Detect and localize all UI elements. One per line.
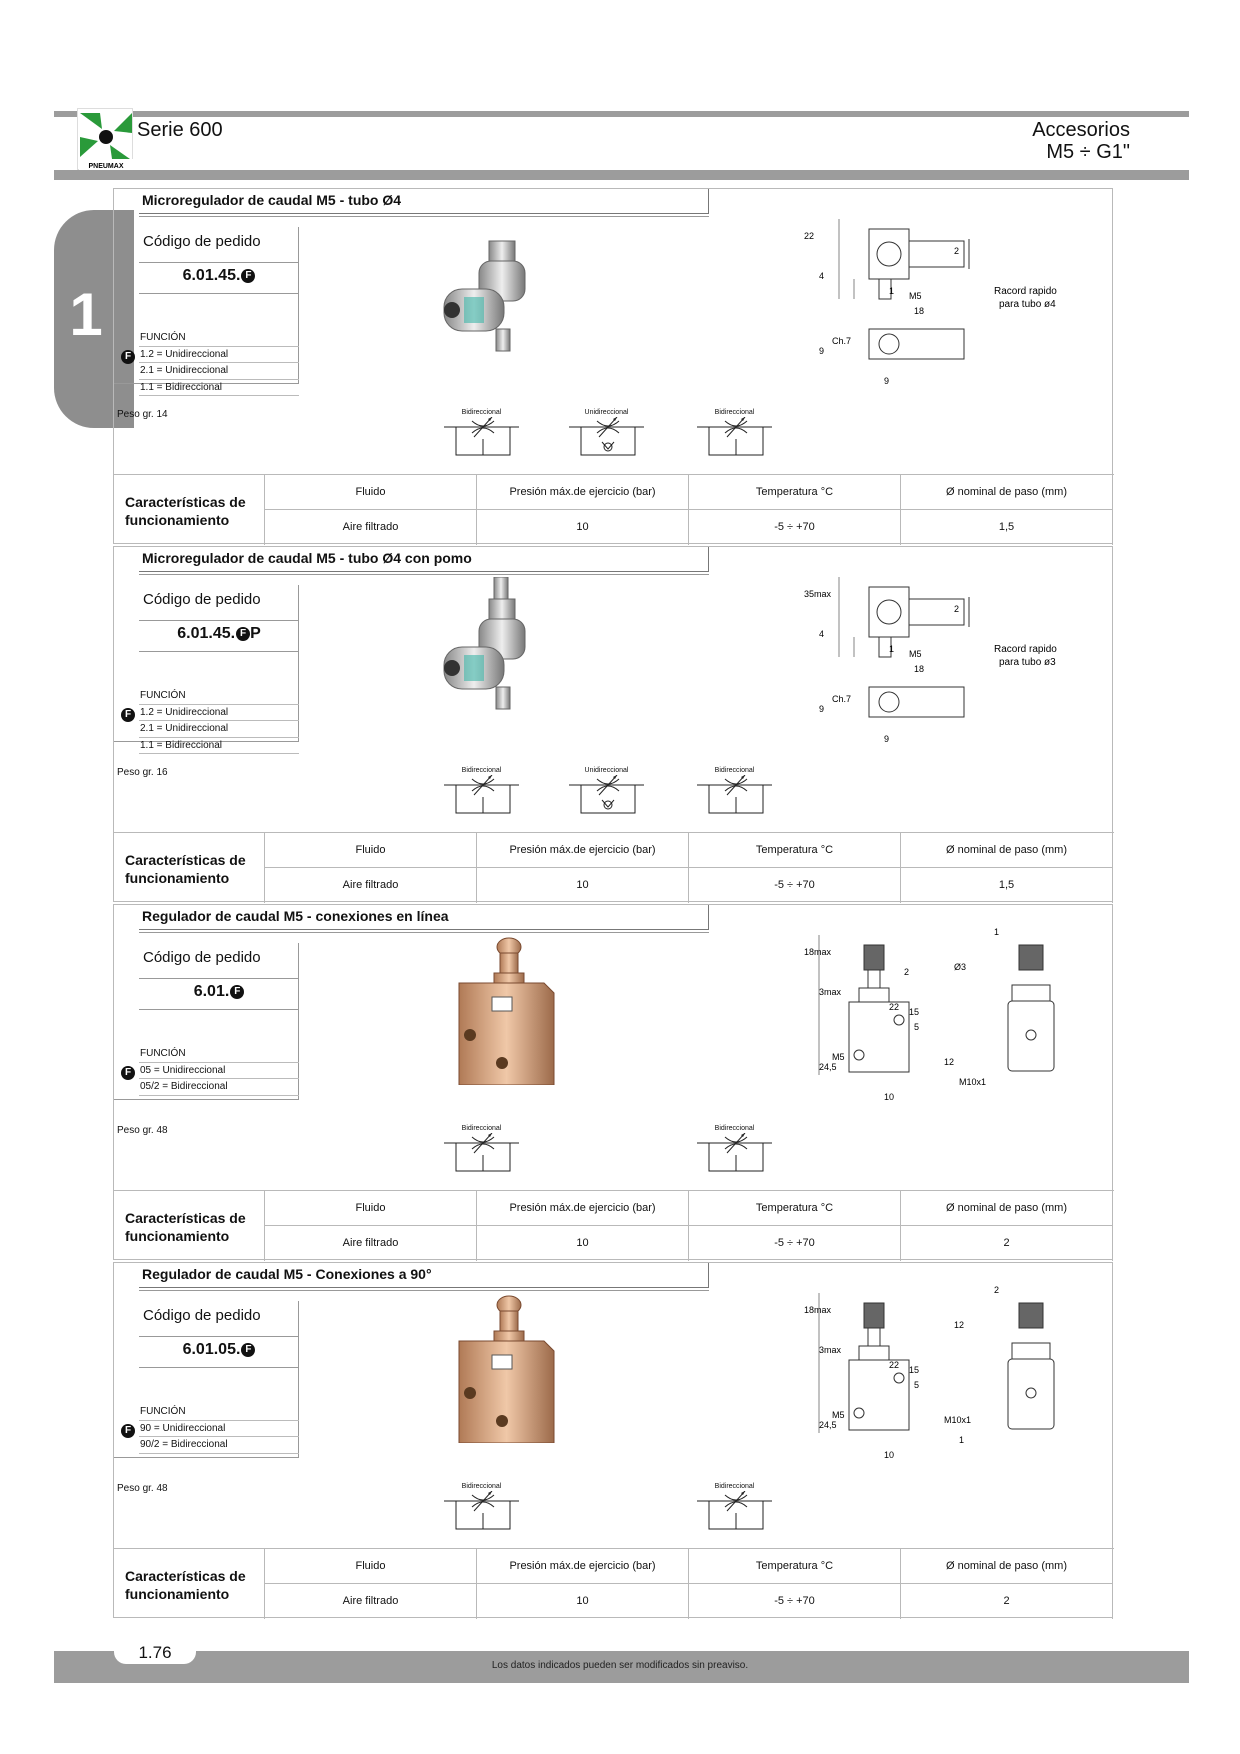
table-header-cell: Presión máx.de ejercicio (bar) — [477, 1549, 689, 1584]
dimension-label: Ø3 — [954, 962, 967, 972]
dimension-label: 22 — [889, 1360, 900, 1370]
dimension-label: M5 — [832, 1410, 845, 1420]
regulator-block-photo-icon — [434, 935, 584, 1085]
function-badge-icon: F — [121, 708, 135, 722]
product-section — [113, 188, 1113, 544]
table-header-cell: Presión máx.de ejercicio (bar) — [477, 475, 689, 510]
symbol-label: Bidireccional — [714, 1125, 755, 1132]
function-badge-icon: F — [236, 627, 250, 641]
characteristics-table — [114, 832, 1114, 903]
technical-drawing — [794, 557, 1104, 757]
table-value-cell: 10 — [477, 1584, 689, 1619]
table-value-cell: -5 ÷ +70 — [689, 510, 901, 545]
dimension-label: 9 — [884, 376, 890, 386]
function-row: 1.1 = Bidireccional — [139, 738, 299, 755]
order-code — [139, 978, 299, 1010]
order-code — [139, 620, 299, 652]
category-title — [1032, 119, 1130, 163]
header-bottom-rule — [54, 170, 1189, 180]
section-title: Microregulador de caudal M5 - tubo Ø4 con pomo — [139, 547, 709, 572]
dimension-label: 12 — [954, 1320, 965, 1330]
order-code-suffix: P — [250, 625, 261, 642]
dimension-label: 9 — [819, 346, 825, 356]
dimension-label: 12 — [944, 1057, 955, 1067]
flow-symbol — [444, 767, 519, 822]
symbol-label: Bidireccional — [461, 409, 502, 416]
function-row: 1.2 = Unidireccional — [139, 347, 299, 364]
dimension-label: 15 — [909, 1365, 920, 1375]
function-list — [139, 688, 299, 754]
dimension-label: 18 — [914, 664, 925, 674]
characteristics-table — [114, 1190, 1114, 1261]
section-title: Microregulador de caudal M5 - tubo Ø4 — [139, 189, 709, 214]
dimension-label: 10 — [884, 1092, 895, 1102]
brand-logo — [77, 108, 133, 170]
product-section — [113, 1262, 1113, 1618]
dimension-drawing-icon — [794, 915, 1104, 1115]
product-photo — [434, 1293, 584, 1443]
table-value-cell: 10 — [477, 868, 689, 903]
function-list — [139, 1404, 299, 1454]
series-title: Serie 600 — [137, 119, 223, 141]
dimension-label: M5 — [909, 649, 922, 659]
product-photo — [434, 219, 584, 369]
flow-regulator-symbol-icon — [444, 1491, 519, 1536]
characteristics-label-line: funcionamiento — [125, 870, 230, 886]
function-row: FUNCIÓN — [139, 688, 299, 705]
weight-label: Peso gr. 16 — [117, 767, 168, 778]
characteristics-label — [114, 833, 265, 903]
table-value-cell: 2 — [901, 1584, 1113, 1619]
pneumax-logo-icon — [78, 109, 134, 171]
order-code-text: 6.01.45. — [182, 267, 241, 284]
table-value-cell: 1,5 — [901, 510, 1113, 545]
dimension-label: 3max — [819, 1345, 842, 1355]
table-header-cell: Ø nominal de paso (mm) — [901, 1549, 1113, 1584]
order-code-text: 6.01.05. — [182, 1341, 241, 1358]
function-badge-icon: F — [121, 1424, 135, 1438]
dimension-label: 1 — [959, 1435, 965, 1445]
dimension-label: 15 — [909, 1007, 920, 1017]
flow-regulator-symbol-icon — [569, 775, 644, 820]
symbol-label: Unidireccional — [584, 767, 629, 774]
table-value-cell: -5 ÷ +70 — [689, 868, 901, 903]
dimension-label: 2 — [954, 604, 960, 614]
drawing-note: para tubo ø4 — [999, 299, 1056, 310]
order-label: Código de pedido — [143, 233, 261, 250]
function-row: FUNCIÓN — [139, 1404, 299, 1421]
flow-symbol — [697, 409, 772, 464]
dimension-label: 5 — [914, 1380, 920, 1390]
flow-symbols — [114, 767, 814, 822]
weight-label: Peso gr. 48 — [117, 1483, 168, 1494]
table-value-cell: 2 — [901, 1226, 1113, 1261]
table-header-row — [265, 475, 1113, 510]
table-value-cell: -5 ÷ +70 — [689, 1584, 901, 1619]
table-header-cell: Presión máx.de ejercicio (bar) — [477, 833, 689, 868]
dimension-label: M10x1 — [944, 1415, 972, 1425]
symbol-label: Bidireccional — [714, 409, 755, 416]
symbol-label: Bidireccional — [461, 767, 502, 774]
characteristics-label-line: Características de — [125, 494, 246, 510]
table-header-cell: Ø nominal de paso (mm) — [901, 475, 1113, 510]
order-code-text: 6.01.45. — [177, 625, 236, 642]
drawing-note: Racord rapido — [994, 644, 1057, 655]
flow-symbols — [114, 1483, 814, 1538]
characteristics-label-line: Características de — [125, 1568, 246, 1584]
flow-regulator-symbol-icon — [569, 417, 644, 462]
order-box — [114, 943, 299, 1100]
header-top-rule — [54, 111, 1189, 117]
table-header-cell: Presión máx.de ejercicio (bar) — [477, 1191, 689, 1226]
table-header-cell: Ø nominal de paso (mm) — [901, 833, 1113, 868]
table-header-cell: Fluido — [265, 833, 477, 868]
regulator-photo-icon — [434, 219, 584, 369]
order-code-text: 6.01. — [193, 983, 230, 1000]
order-label: Código de pedido — [143, 949, 261, 966]
regulator-photo-icon — [434, 577, 584, 727]
product-photo — [434, 935, 584, 1085]
symbol-label: Bidireccional — [461, 1125, 502, 1132]
characteristics-label-line: funcionamiento — [125, 1228, 230, 1244]
dimension-label: M10x1 — [959, 1077, 987, 1087]
table-value-cell: Aire filtrado — [265, 868, 477, 903]
dimension-label: 1 — [994, 927, 1000, 937]
product-photo — [434, 577, 584, 727]
function-row: FUNCIÓN — [139, 330, 299, 347]
section-title: Regulador de caudal M5 - Conexiones a 90° — [139, 1263, 709, 1288]
characteristics-grid — [265, 475, 1113, 545]
dimension-label: 4 — [819, 271, 825, 281]
weight-label: Peso gr. 14 — [117, 409, 168, 420]
dimension-label: 5 — [914, 1022, 920, 1032]
table-value-cell: Aire filtrado — [265, 1584, 477, 1619]
order-code — [139, 262, 299, 294]
characteristics-label — [114, 475, 265, 545]
dimension-label: 24,5 — [819, 1420, 837, 1430]
flow-symbol — [444, 409, 519, 464]
characteristics-grid — [265, 1191, 1113, 1261]
drawing-note: Racord rapido — [994, 286, 1057, 297]
flow-regulator-symbol-icon — [697, 1491, 772, 1536]
table-value-row — [265, 1584, 1113, 1619]
dimension-label: 18max — [804, 1305, 832, 1315]
function-list — [139, 330, 299, 396]
function-row: 2.1 = Unidireccional — [139, 721, 299, 738]
dimension-label: 22 — [889, 1002, 900, 1012]
characteristics-label — [114, 1191, 265, 1261]
chapter-number: 1 — [69, 281, 103, 348]
flow-symbol — [569, 409, 644, 464]
dimension-label: 1 — [889, 644, 895, 654]
flow-regulator-symbol-icon — [697, 775, 772, 820]
table-value-row — [265, 868, 1113, 903]
function-row: 90/2 = Bidireccional — [139, 1437, 299, 1454]
symbol-label: Bidireccional — [461, 1483, 502, 1490]
characteristics-label-line: Características de — [125, 852, 246, 868]
flow-regulator-symbol-icon — [444, 775, 519, 820]
order-code — [139, 1336, 299, 1368]
product-section — [113, 904, 1113, 1260]
dimension-label: 9 — [819, 704, 825, 714]
dimension-label: M5 — [909, 291, 922, 301]
category-line-1: Accesorios — [1032, 119, 1130, 141]
function-row: 1.1 = Bidireccional — [139, 380, 299, 397]
regulator-block-photo-icon — [434, 1293, 584, 1443]
function-badge-icon: F — [230, 985, 244, 999]
characteristics-label-line: funcionamiento — [125, 512, 230, 528]
table-header-cell: Temperatura °C — [689, 1549, 901, 1584]
dimension-label: 18 — [914, 306, 925, 316]
table-header-cell: Fluido — [265, 1191, 477, 1226]
characteristics-table — [114, 474, 1114, 545]
table-header-cell: Temperatura °C — [689, 833, 901, 868]
function-badge-icon: F — [121, 1066, 135, 1080]
dimension-label: M5 — [832, 1052, 845, 1062]
flow-symbols — [114, 409, 814, 464]
flow-symbol — [569, 767, 644, 822]
dimension-label: 24,5 — [819, 1062, 837, 1072]
dimension-label: 2 — [954, 246, 960, 256]
flow-symbols — [114, 1125, 814, 1180]
table-value-cell: -5 ÷ +70 — [689, 1226, 901, 1261]
table-header-row — [265, 1191, 1113, 1226]
characteristics-table — [114, 1548, 1114, 1619]
dimension-label: 18max — [804, 947, 832, 957]
table-value-cell: Aire filtrado — [265, 510, 477, 545]
dimension-label: 9 — [884, 734, 890, 744]
technical-drawing — [794, 915, 1104, 1115]
section-title: Regulador de caudal M5 - conexiones en línea — [139, 905, 709, 930]
table-header-row — [265, 833, 1113, 868]
function-list — [139, 1046, 299, 1096]
dimension-label: 22 — [804, 231, 815, 241]
weight-label: Peso gr. 48 — [117, 1125, 168, 1136]
function-row: 05/2 = Bidireccional — [139, 1079, 299, 1096]
dimension-label: 2 — [904, 967, 910, 977]
characteristics-grid — [265, 833, 1113, 903]
flow-symbol — [697, 1125, 772, 1180]
flow-symbol — [444, 1125, 519, 1180]
order-box — [114, 1301, 299, 1458]
characteristics-grid — [265, 1549, 1113, 1619]
function-row: 1.2 = Unidireccional — [139, 705, 299, 722]
table-header-cell: Fluido — [265, 475, 477, 510]
function-row: 2.1 = Unidireccional — [139, 363, 299, 380]
table-value-row — [265, 510, 1113, 545]
table-value-cell: Aire filtrado — [265, 1226, 477, 1261]
dimension-label: 1 — [889, 286, 895, 296]
function-row: 05 = Unidireccional — [139, 1063, 299, 1080]
dimension-label: 2 — [994, 1285, 1000, 1295]
dimension-label: Ch.7 — [832, 336, 852, 346]
table-header-cell: Temperatura °C — [689, 1191, 901, 1226]
function-badge-icon: F — [121, 350, 135, 364]
function-row: FUNCIÓN — [139, 1046, 299, 1063]
flow-regulator-symbol-icon — [697, 417, 772, 462]
function-badge-icon: F — [241, 1343, 255, 1357]
flow-symbol — [444, 1483, 519, 1538]
flow-regulator-symbol-icon — [444, 1133, 519, 1178]
order-box — [114, 585, 299, 751]
flow-symbol — [697, 1483, 772, 1538]
function-badge-icon: F — [241, 269, 255, 283]
flow-regulator-symbol-icon — [697, 1133, 772, 1178]
characteristics-label-line: funcionamiento — [125, 1586, 230, 1602]
table-header-row — [265, 1549, 1113, 1584]
symbol-label: Bidireccional — [714, 767, 755, 774]
symbol-label: Unidireccional — [584, 409, 629, 416]
svg-text:PNEUMAX: PNEUMAX — [88, 163, 124, 170]
dimension-drawing-icon — [794, 1273, 1104, 1473]
dimension-label: 10 — [884, 1450, 895, 1460]
dimension-label: 35max — [804, 589, 832, 599]
table-value-cell: 10 — [477, 1226, 689, 1261]
page-number: 1.76 — [114, 1644, 196, 1664]
flow-symbol — [697, 767, 772, 822]
category-line-2: M5 ÷ G1" — [1046, 141, 1130, 163]
characteristics-label — [114, 1549, 265, 1619]
table-value-cell: 10 — [477, 510, 689, 545]
technical-drawing — [794, 199, 1104, 399]
dimension-drawing-icon — [794, 199, 1104, 399]
footer-note: Los datos indicados pueden ser modificados sin preaviso. — [491, 1660, 749, 1671]
dimension-label: 3max — [819, 987, 842, 997]
order-box — [114, 227, 299, 393]
symbol-label: Bidireccional — [714, 1483, 755, 1490]
table-header-cell: Fluido — [265, 1549, 477, 1584]
table-header-cell: Ø nominal de paso (mm) — [901, 1191, 1113, 1226]
order-label: Código de pedido — [143, 1307, 261, 1324]
characteristics-label-line: Características de — [125, 1210, 246, 1226]
dimension-label: Ch.7 — [832, 694, 852, 704]
table-value-cell: 1,5 — [901, 868, 1113, 903]
function-row: 90 = Unidireccional — [139, 1421, 299, 1438]
dimension-label: 4 — [819, 629, 825, 639]
dimension-drawing-icon — [794, 557, 1104, 757]
technical-drawing — [794, 1273, 1104, 1473]
drawing-note: para tubo ø3 — [999, 657, 1056, 668]
flow-regulator-symbol-icon — [444, 417, 519, 462]
product-section — [113, 546, 1113, 902]
table-header-cell: Temperatura °C — [689, 475, 901, 510]
table-value-row — [265, 1226, 1113, 1261]
order-label: Código de pedido — [143, 591, 261, 608]
